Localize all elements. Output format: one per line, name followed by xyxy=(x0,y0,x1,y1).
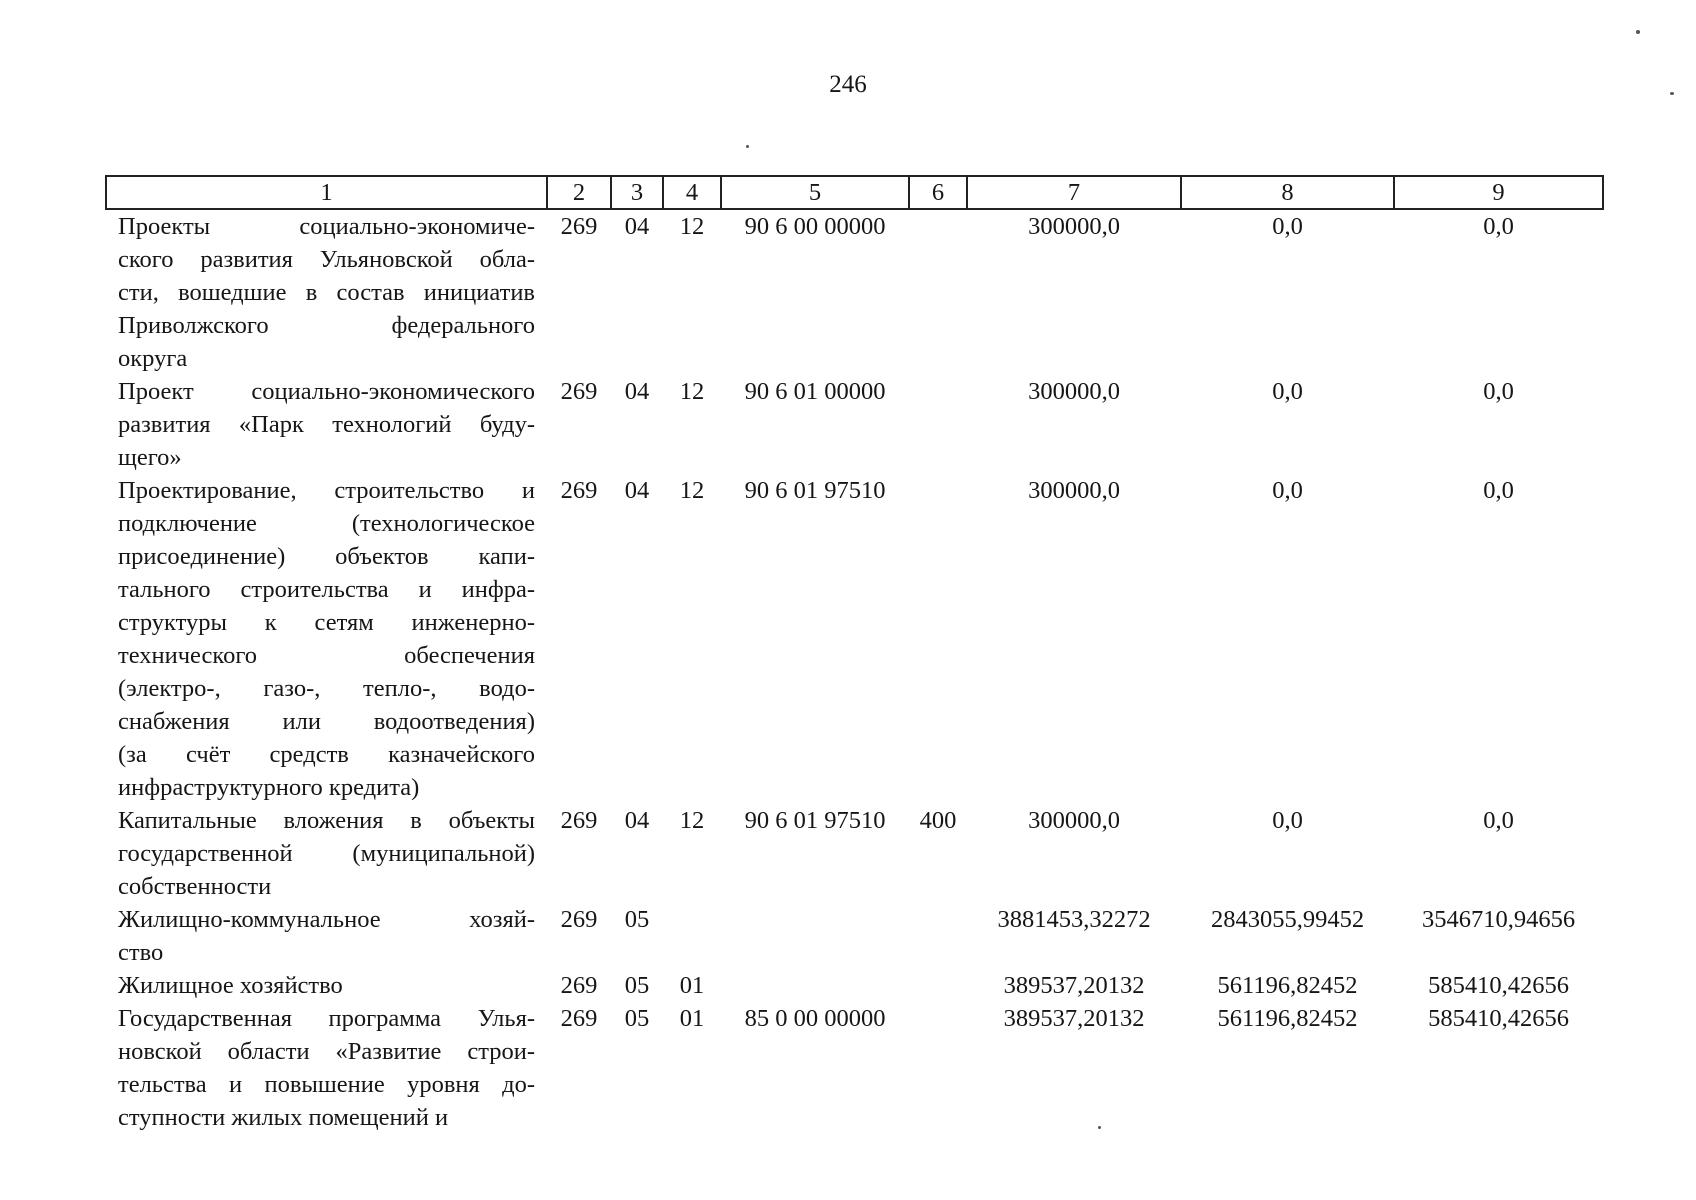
amount-year2-cell: 561196,82452 xyxy=(1217,1005,1358,1032)
amount-year1-cell: 300000,0 xyxy=(1028,213,1120,240)
header-cell: 3 xyxy=(611,176,663,209)
table-row xyxy=(106,804,1603,903)
table-row xyxy=(106,375,1603,474)
amount-year1-cell: 300000,0 xyxy=(1028,807,1120,834)
amount-year2-cell: 0,0 xyxy=(1272,477,1303,504)
target-article-cell: 90 6 00 00000 xyxy=(744,213,886,240)
amount-year3-cell: 3546710,94656 xyxy=(1421,906,1576,933)
amount-year3-cell: 0,0 xyxy=(1483,477,1514,504)
item-name-line: ство xyxy=(118,939,164,966)
amount-year2-cell: 0,0 xyxy=(1272,378,1303,405)
page-number: 246 xyxy=(829,71,867,98)
scan-speck xyxy=(1670,92,1674,95)
amount-year3-cell: 585410,42656 xyxy=(1428,972,1569,999)
item-name-line: новской области «Развитие строи- xyxy=(118,1038,535,1065)
code-269-cell: 269 xyxy=(560,378,598,405)
subsection-cell: 01 xyxy=(679,972,705,999)
item-name-cell xyxy=(106,209,547,375)
item-name-cell xyxy=(106,1002,547,1134)
subsection-cell: 12 xyxy=(679,378,705,405)
item-name-cell xyxy=(106,474,547,804)
header-cell: 6 xyxy=(909,176,967,209)
expense-type-cell: 400 xyxy=(919,807,957,834)
section-cell: 04 xyxy=(624,213,650,240)
code-269-cell: 269 xyxy=(560,477,598,504)
expense-type-cell xyxy=(909,474,967,804)
item-name-line: Проекты социально-экономиче- xyxy=(118,213,535,240)
header-cell: 9 xyxy=(1394,176,1603,209)
section-cell: 04 xyxy=(624,477,650,504)
expense-type-cell xyxy=(909,375,967,474)
item-name-line: развития «Парк технологий буду- xyxy=(118,411,535,438)
section-cell: 04 xyxy=(624,378,650,405)
section-cell: 05 xyxy=(624,1005,650,1032)
code-269-cell: 269 xyxy=(560,213,598,240)
amount-year2-cell: 561196,82452 xyxy=(1217,972,1358,999)
item-name-line: ского развития Ульяновской обла- xyxy=(118,246,535,273)
item-name-line: Капитальные вложения в объекты xyxy=(118,807,535,834)
expense-type-cell xyxy=(909,969,967,1002)
item-name-line: тального строительства и инфра- xyxy=(118,576,535,603)
amount-year1-cell: 389537,20132 xyxy=(1003,972,1145,999)
expense-type-cell xyxy=(909,209,967,375)
amount-year2-cell: 2843055,99452 xyxy=(1210,906,1365,933)
item-name-line: инфраструктурного кредита) xyxy=(118,774,420,801)
header-cell: 1 xyxy=(106,176,547,209)
amount-year1-cell: 300000,0 xyxy=(1028,477,1120,504)
item-name-line: государственной (муниципальной) xyxy=(118,840,535,867)
item-name-cell xyxy=(106,375,547,474)
subsection-cell: 01 xyxy=(679,1005,705,1032)
item-name-line: округа xyxy=(118,345,188,372)
subsection-cell: 12 xyxy=(679,477,705,504)
expense-type-cell xyxy=(909,1002,967,1134)
header-cell: 7 xyxy=(967,176,1181,209)
header-cell: 2 xyxy=(547,176,611,209)
item-name-line: щего» xyxy=(118,444,182,471)
item-name-line: структуры к сетям инженерно- xyxy=(118,609,535,636)
code-269-cell: 269 xyxy=(560,906,598,933)
scan-speck xyxy=(1636,30,1640,34)
target-article-cell: 85 0 00 00000 xyxy=(744,1005,886,1032)
item-name-line: Жилищно-коммунальное хозяй- xyxy=(118,906,535,933)
table-row xyxy=(106,903,1603,969)
subsection-cell: 12 xyxy=(679,213,705,240)
amount-year3-cell: 585410,42656 xyxy=(1428,1005,1569,1032)
item-name-line: ступности жилых помещений и xyxy=(118,1104,449,1131)
amount-year1-cell: 3881453,32272 xyxy=(997,906,1151,933)
item-name-line: снабжения или водоотведения) xyxy=(118,708,535,735)
code-269-cell: 269 xyxy=(560,1005,598,1032)
item-name-line: Жилищное хозяйство xyxy=(118,972,343,999)
item-name-line: Приволжского федерального xyxy=(118,312,535,339)
item-name-line: собственности xyxy=(118,873,272,900)
item-name-line: технического обеспечения xyxy=(118,642,535,669)
item-name-line: Проект социально-экономического xyxy=(118,378,535,405)
target-article-cell: 90 6 01 97510 xyxy=(744,807,886,834)
item-name-line: Проектирование, строительство и xyxy=(118,477,535,504)
item-name-line: (за счёт средств казначейского xyxy=(118,741,535,768)
expense-type-cell xyxy=(909,903,967,969)
amount-year2-cell: 0,0 xyxy=(1272,807,1303,834)
section-cell: 05 xyxy=(624,972,650,999)
amount-year2-cell: 0,0 xyxy=(1272,213,1303,240)
section-cell: 05 xyxy=(624,906,650,933)
subsection-cell xyxy=(663,903,721,969)
header-row xyxy=(106,176,1603,209)
amount-year1-cell: 300000,0 xyxy=(1028,378,1120,405)
code-269-cell: 269 xyxy=(560,972,598,999)
amount-year3-cell: 0,0 xyxy=(1483,213,1514,240)
target-article-cell xyxy=(721,969,909,1002)
code-269-cell: 269 xyxy=(560,807,598,834)
target-article-cell: 90 6 01 97510 xyxy=(744,477,886,504)
table-row xyxy=(106,1002,1603,1134)
header-cell: 5 xyxy=(721,176,909,209)
item-name-line: Государственная программа Улья- xyxy=(118,1005,535,1032)
section-cell: 04 xyxy=(624,807,650,834)
target-article-cell: 90 6 01 00000 xyxy=(744,378,886,405)
table-row xyxy=(106,969,1603,1002)
scan-speck xyxy=(746,145,749,148)
item-name-line: тельства и повышение уровня до- xyxy=(118,1071,535,1098)
item-name-line: сти, вошедшие в состав инициатив xyxy=(118,279,535,306)
amount-year3-cell: 0,0 xyxy=(1483,378,1514,405)
amount-year3-cell: 0,0 xyxy=(1483,807,1514,834)
table-body xyxy=(106,209,1603,1134)
item-name-line: подключение (технологическое xyxy=(118,510,535,537)
target-article-cell xyxy=(721,903,909,969)
item-name-cell xyxy=(106,903,547,969)
item-name-cell xyxy=(106,969,547,1002)
amount-year1-cell: 389537,20132 xyxy=(1003,1005,1145,1032)
table-row xyxy=(106,474,1603,804)
item-name-line: присоединение) объектов капи- xyxy=(118,543,535,570)
subsection-cell: 12 xyxy=(679,807,705,834)
header-cell: 4 xyxy=(663,176,721,209)
table-row xyxy=(106,209,1603,375)
item-name-cell xyxy=(106,804,547,903)
header-cell: 8 xyxy=(1181,176,1394,209)
item-name-line: (электро-, газо-, тепло-, водо- xyxy=(118,675,535,702)
budget-table xyxy=(105,175,1604,1134)
